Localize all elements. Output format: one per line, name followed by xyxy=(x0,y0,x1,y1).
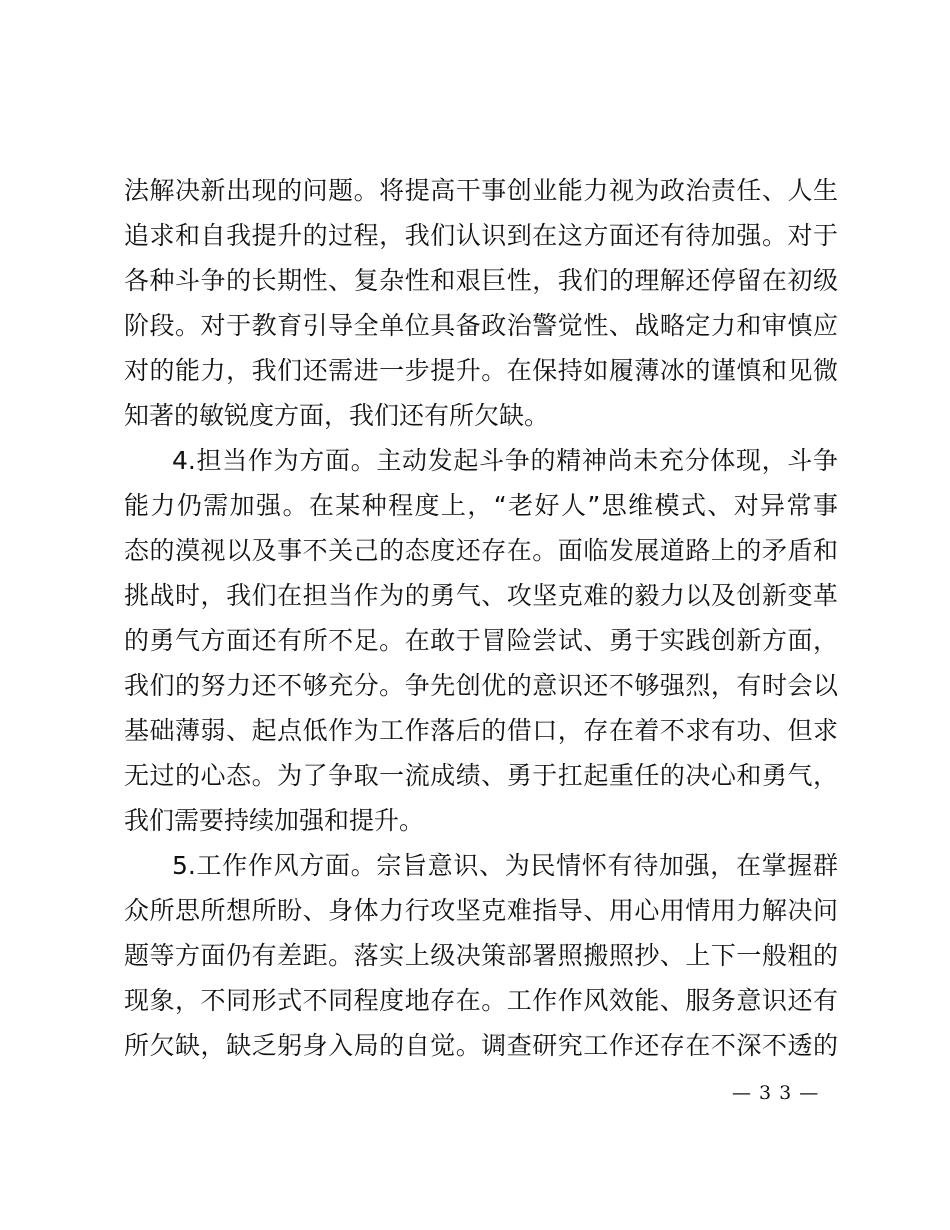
text-line: 阶段。对于教育引导全单位具备政治警觉性、战略定力和审慎应 xyxy=(124,311,838,340)
document-body xyxy=(124,168,838,1068)
text-line: 现象，不同形式不同程度地存在。工作作风效能、服务意识还有 xyxy=(124,986,838,1015)
text-line: 能力仍需加强。在某种程度上，“老好人”思维模式、对异常事 xyxy=(124,491,838,520)
text-line: 众所思所想所盼、身体力行攻坚克难指导、用心用情用力解决问 xyxy=(124,896,838,925)
text-line: 追求和自我提升的过程，我们认识到在这方面还有待加强。对于 xyxy=(124,221,838,250)
text-line: 知著的敏锐度方面，我们还有所欠缺。 xyxy=(124,401,550,430)
text-line: 我们的努力还不够充分。争先创优的意识还不够强烈，有时会以 xyxy=(124,671,838,700)
text-line: 无过的心态。为了争取一流成绩、勇于扛起重任的决心和勇气， xyxy=(124,761,838,790)
paragraph-continuation xyxy=(124,168,838,438)
text-line: 态的漠视以及事不关己的态度还存在。面临发展道路上的矛盾和 xyxy=(124,536,838,565)
text-line: 挑战时，我们在担当作为的勇气、攻坚克难的毅力以及创新变革 xyxy=(124,581,838,610)
text-line: 各种斗争的长期性、复杂性和艰巨性，我们的理解还停留在初级 xyxy=(124,266,838,295)
paragraph-section-5 xyxy=(124,843,838,1068)
text-line: 对的能力，我们还需进一步提升。在保持如履薄冰的谨慎和见微 xyxy=(124,356,838,385)
text-line: 题等方面仍有差距。落实上级决策部署照搬照抄、上下一般粗的 xyxy=(124,941,838,970)
text-line: 4.担当作为方面。主动发起斗争的精神尚未充分体现，斗争 xyxy=(172,446,838,475)
text-line: 法解决新出现的问题。将提高干事创业能力视为政治责任、人生 xyxy=(124,176,838,205)
text-line: 所欠缺，缺乏躬身入局的自觉。调查研究工作还存在不深不透的 xyxy=(124,1031,838,1060)
text-line: 5.工作作风方面。宗旨意识、为民情怀有待加强，在掌握群 xyxy=(172,851,838,880)
page-number: — 3 3 — xyxy=(732,1082,820,1104)
text-line: 的勇气方面还有所不足。在敢于冒险尝试、勇于实践创新方面， xyxy=(124,626,838,655)
paragraph-section-4 xyxy=(124,438,838,843)
text-line: 基础薄弱、起点低作为工作落后的借口，存在着不求有功、但求 xyxy=(124,716,838,745)
text-line: 我们需要持续加强和提升。 xyxy=(124,806,425,835)
